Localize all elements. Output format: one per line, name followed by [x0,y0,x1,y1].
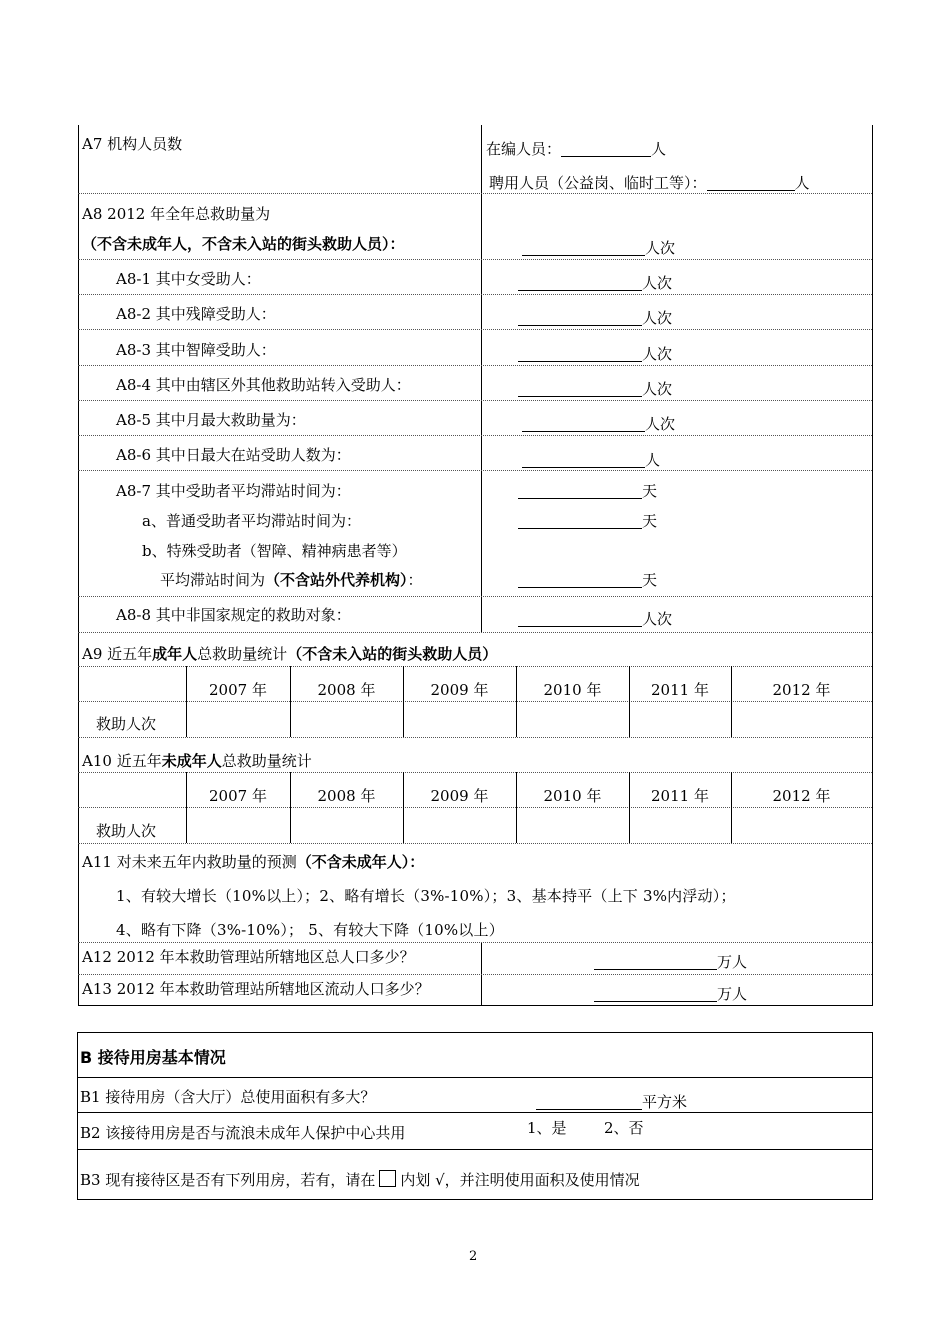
a10-year: 2010 年 [543,787,602,805]
a8-1-input[interactable] [518,275,642,291]
row-divider [78,259,872,260]
b3-suffix: 内划 √，并注明使用面积及使用情况 [400,1171,640,1189]
a8-5-input[interactable] [522,416,645,432]
table-b-top-border [77,1032,873,1033]
a8-3-label: A8-3 其中智障受助人： [116,341,276,359]
row-divider [78,435,872,436]
a8-2-input[interactable] [518,310,642,326]
table-b-left-border [77,1032,78,1200]
a8-4-input[interactable] [518,381,642,397]
a8-7b-field [518,569,657,590]
a8-7b-suffix: ： [407,571,423,589]
a8-7b-label: b、特殊受助者（智障、精神病患者等） [142,542,407,560]
a8-note: （不含未成年人，不含未入站的街头救助人员）： [82,235,405,253]
a8-3-unit: 人次 [642,345,673,363]
a9-cell-2008[interactable] [291,702,403,736]
table-a-left-border [78,125,79,1006]
page-number: 2 [469,1249,478,1264]
a8-3-field [518,343,672,364]
a8-7a-field [518,510,657,531]
a9-year: 2007 年 [209,681,267,699]
row-divider [78,294,872,295]
a8-1-unit: 人次 [642,274,673,292]
a8-7b-prefix: 平均滞站时间为 [160,571,266,589]
a11-note: （不含未成年人）： [296,853,425,871]
a7-staff-label: 在编人员： [486,140,562,158]
row-divider [78,942,872,943]
a12-unit: 万人 [717,953,748,971]
a9-year: 2009 年 [430,681,489,699]
a7-hired-label: 聘用人员（公益岗、临时工等）： [489,174,707,192]
section-b-title: B 接待用房基本情况 [80,1048,226,1067]
a13-input[interactable] [594,986,717,1002]
a9-row-label: 救助人次 [96,715,157,733]
a12-input[interactable] [594,954,717,970]
a8-6-field [522,449,660,470]
a8-7a-unit: 天 [642,512,658,530]
a8-7-label: A8-7 其中受助者平均滞站时间为： [116,482,351,500]
a9-middle: 总救助量统计 [197,645,288,663]
a8-unit: 人次 [645,239,676,257]
a12-field [594,951,747,972]
a8-2-label: A8-2 其中残障受助人： [116,305,276,323]
a8-6-input[interactable] [522,452,645,468]
a8-7b-input[interactable] [518,572,642,588]
a8-input[interactable] [522,240,645,256]
a8-2-field [518,307,672,328]
a9-prefix: A9 近五年 [82,645,153,663]
a9-bold2: （不含未入站的街头救助人员） [287,645,498,663]
a10-cell-2007[interactable] [187,808,290,842]
a10-cell-2010[interactable] [517,808,629,842]
a10-year: 2009 年 [430,787,489,805]
a8-7-unit: 天 [642,482,658,500]
b1-unit: 平方米 [642,1093,688,1111]
table-a-bottom-border [78,1005,872,1006]
b3-label [80,1169,640,1190]
a8-7b-note: （不含站外代养机构） [265,571,408,589]
row-divider [78,193,872,194]
a9-year: 2011 年 [651,681,709,699]
row-divider [78,596,872,597]
a11-title [82,851,424,872]
a10-cell-2008[interactable] [291,808,403,842]
table-a-mid-divider [481,125,482,632]
a11-prefix: A11 对未来五年内救助量的预测 [82,853,297,871]
a8-2-unit: 人次 [642,309,673,327]
a10-cell-2012[interactable] [732,808,872,842]
a8-8-input[interactable] [518,611,642,627]
row-divider [78,737,872,738]
a7-staff-unit: 人 [651,140,667,158]
a9-year: 2010 年 [543,681,602,699]
a9-title [82,643,497,664]
a7-hired-unit: 人 [794,174,810,192]
a8-6-label: A8-6 其中日最大在站受助人数为： [116,446,351,464]
b2-option-no[interactable]: 2、否 [604,1119,644,1137]
row-divider [78,470,872,471]
a8-8-unit: 人次 [642,610,673,628]
row-divider [77,1112,873,1113]
a8-4-field [518,378,672,399]
a9-cell-2009[interactable] [404,702,516,736]
row-divider [78,772,872,773]
checkbox-icon [379,1170,396,1187]
a7-label: A7 机构人员数 [82,135,183,153]
b1-label: B1 接待用房（含大厅）总使用面积有多大？ [80,1088,376,1106]
a7-hired-input[interactable] [707,175,795,191]
a8-7b-unit: 天 [642,571,658,589]
a8-5-unit: 人次 [645,415,676,433]
row-divider [77,1077,873,1078]
a12-label: A12 2012 年本救助管理站所辖地区总人口多少？ [82,948,415,966]
a8-8-label: A8-8 其中非国家规定的救助对象： [116,606,351,624]
b2-option-yes[interactable]: 1、是 [527,1119,567,1137]
a8-4-unit: 人次 [642,380,673,398]
a9-cell-2007[interactable] [187,702,290,736]
b1-field [536,1091,687,1112]
row-divider [78,329,872,330]
a8-8-field [518,608,672,629]
a10-year: 2007 年 [209,787,267,805]
table-b-bottom-border [77,1199,873,1200]
b3-prefix: B3 现有接待区是否有下列用房，若有，请在 [80,1171,376,1189]
row-divider [78,666,872,667]
a10-year: 2012 年 [772,787,831,805]
a10-cell-2011[interactable] [630,808,731,842]
a8-7a-input[interactable] [518,513,642,529]
a8-7-field [518,480,657,501]
a13-field [594,983,747,1004]
a8-1-field [518,272,672,293]
a9-cell-2011[interactable] [630,702,731,736]
table-b-right-border [872,1032,873,1200]
a7-staff-row [486,138,666,159]
a10-title [82,750,312,771]
a10-cell-2009[interactable] [404,808,516,842]
a8-field [522,237,675,258]
row-divider [78,843,872,844]
row-divider [78,632,872,633]
a9-cell-2010[interactable] [517,702,629,736]
a8-7a-label: a、普通受助者平均滞站时间为： [142,512,361,530]
a10-prefix: A10 近五年 [82,752,162,770]
a9-bold1: 成年人 [152,645,198,663]
row-divider [78,400,872,401]
row-divider [77,1149,873,1150]
a10-year: 2011 年 [651,787,709,805]
a8-1-label: A8-1 其中女受助人： [116,270,261,288]
a9-year: 2012 年 [772,681,831,699]
a10-bold1: 未成年人 [161,752,222,770]
a8-4-label: A8-4 其中由辖区外其他救助站转入受助人： [116,376,411,394]
a8-7b-label2 [160,569,423,590]
a10-suffix: 总救助量统计 [221,752,312,770]
a7-hired-row [489,172,810,193]
row-divider [78,974,872,975]
a13-unit: 万人 [717,985,748,1003]
a8-5-field [522,413,675,434]
a8-3-input[interactable] [518,346,642,362]
a13-label: A13 2012 年本救助管理站所辖地区流动人口多少？ [82,980,430,998]
a8-label: A8 2012 年全年总救助量为 [82,205,271,223]
a8-5-label: A8-5 其中月最大救助量为： [116,411,306,429]
a8-6-unit: 人 [645,451,661,469]
row-divider [78,365,872,366]
a9-year: 2008 年 [317,681,376,699]
b1-input[interactable] [536,1094,642,1110]
table-a-right-border [872,125,873,1006]
a10-year: 2008 年 [317,787,376,805]
a9-cell-2012[interactable] [732,702,872,736]
b2-label: B2 该接待用房是否与流浪未成年人保护中心共用 [80,1124,406,1142]
a11-options-line1[interactable]: 1、有较大增长（10%以上）；2、略有增长（3%-10%）；3、基本持平（上下 3%内浮动）； [116,887,736,905]
a11-options-line2[interactable]: 4、略有下降（3%-10%）； 5、有较大下降（10%以上） [116,921,504,939]
a10-row-label: 救助人次 [96,822,157,840]
a7-staff-input[interactable] [561,141,651,157]
a8-7-input[interactable] [518,483,642,499]
